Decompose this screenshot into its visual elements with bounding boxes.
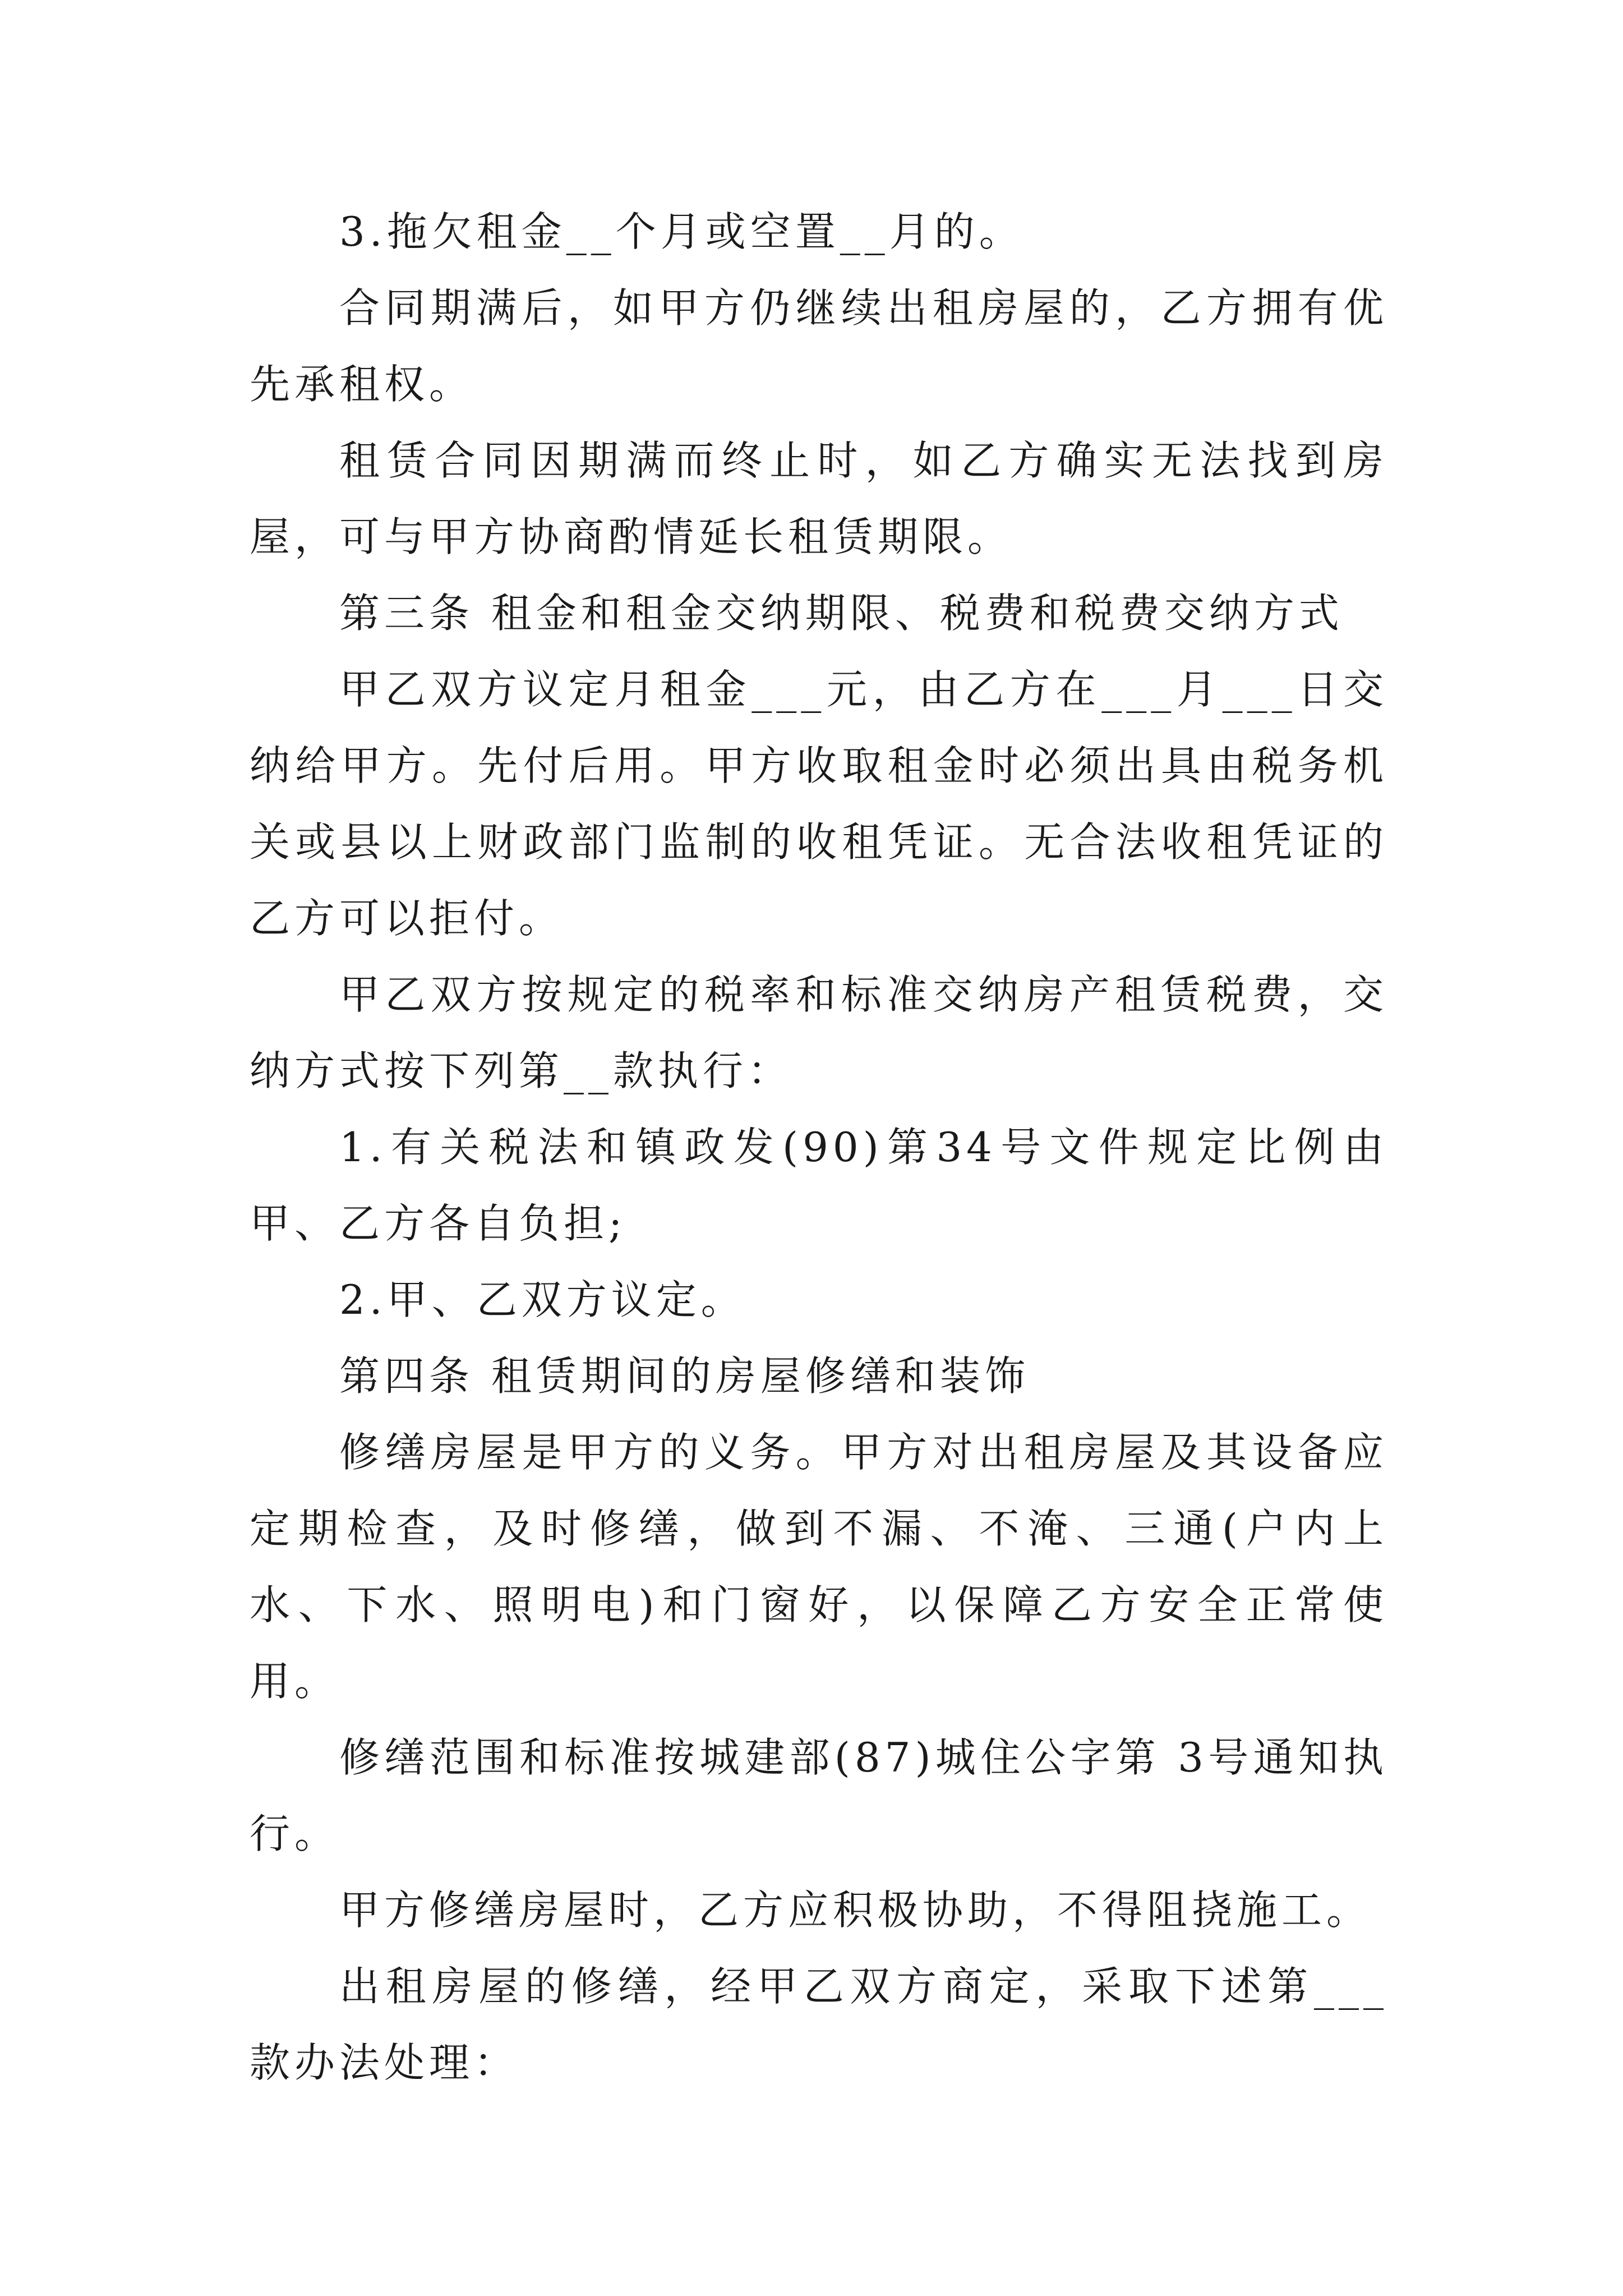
document-body xyxy=(250,194,1388,2101)
paragraph-renewal-priority: 合同期满后，如甲方仍继续出租房屋的，乙方拥有优先承租权。 xyxy=(250,284,1388,408)
paragraph-arrears-clause: 3.拖欠租金__个月或空置__月的。 xyxy=(339,208,1024,255)
article-three-heading: 第三条 租金和租金交纳期限、税费和税费交纳方式 xyxy=(339,590,1344,637)
paragraph-tax-option-1: 1.有关税法和镇政发(90)第34号文件规定比例由甲、乙方各自负担; xyxy=(250,1124,1388,1247)
paragraph-repair-method: 出租房屋的修缮，经甲乙双方商定，采取下述第___款办法处理： xyxy=(250,1963,1388,2086)
paragraph-tax-payment: 甲乙双方按规定的税率和标准交纳房产租赁税费，交纳方式按下列第__款执行： xyxy=(250,971,1388,1094)
paragraph-repair-duty: 修缮房屋是甲方的义务。甲方对出租房屋及其设备应定期检查，及时修缮，做到不漏、不淹、三通(户内上水、下水、照明电)和门窗好，以保障乙方安全正常使用。 xyxy=(250,1429,1388,1705)
paragraph-lease-extension: 租赁合同因期满而终止时，如乙方确实无法找到房屋，可与甲方协商酌情延长租赁期限。 xyxy=(250,437,1388,560)
paragraph-repair-cooperation: 甲方修缮房屋时，乙方应积极协助，不得阻挠施工。 xyxy=(339,1887,1372,1934)
paragraph-monthly-rent: 甲乙双方议定月租金___元，由乙方在___月___日交纳给甲方。先付后用。甲方收取租金时必须出具由税务机关或县以上财政部门监制的收租凭证。无合法收租凭证的乙方可以拒付。 xyxy=(250,666,1388,942)
paragraph-tax-option-2: 2.甲、乙双方议定。 xyxy=(339,1276,746,1323)
article-four-heading: 第四条 租赁期间的房屋修缮和装饰 xyxy=(339,1352,1030,1400)
paragraph-repair-standard: 修缮范围和标准按城建部(87)城住公字第 3号通知执行。 xyxy=(250,1734,1388,1857)
